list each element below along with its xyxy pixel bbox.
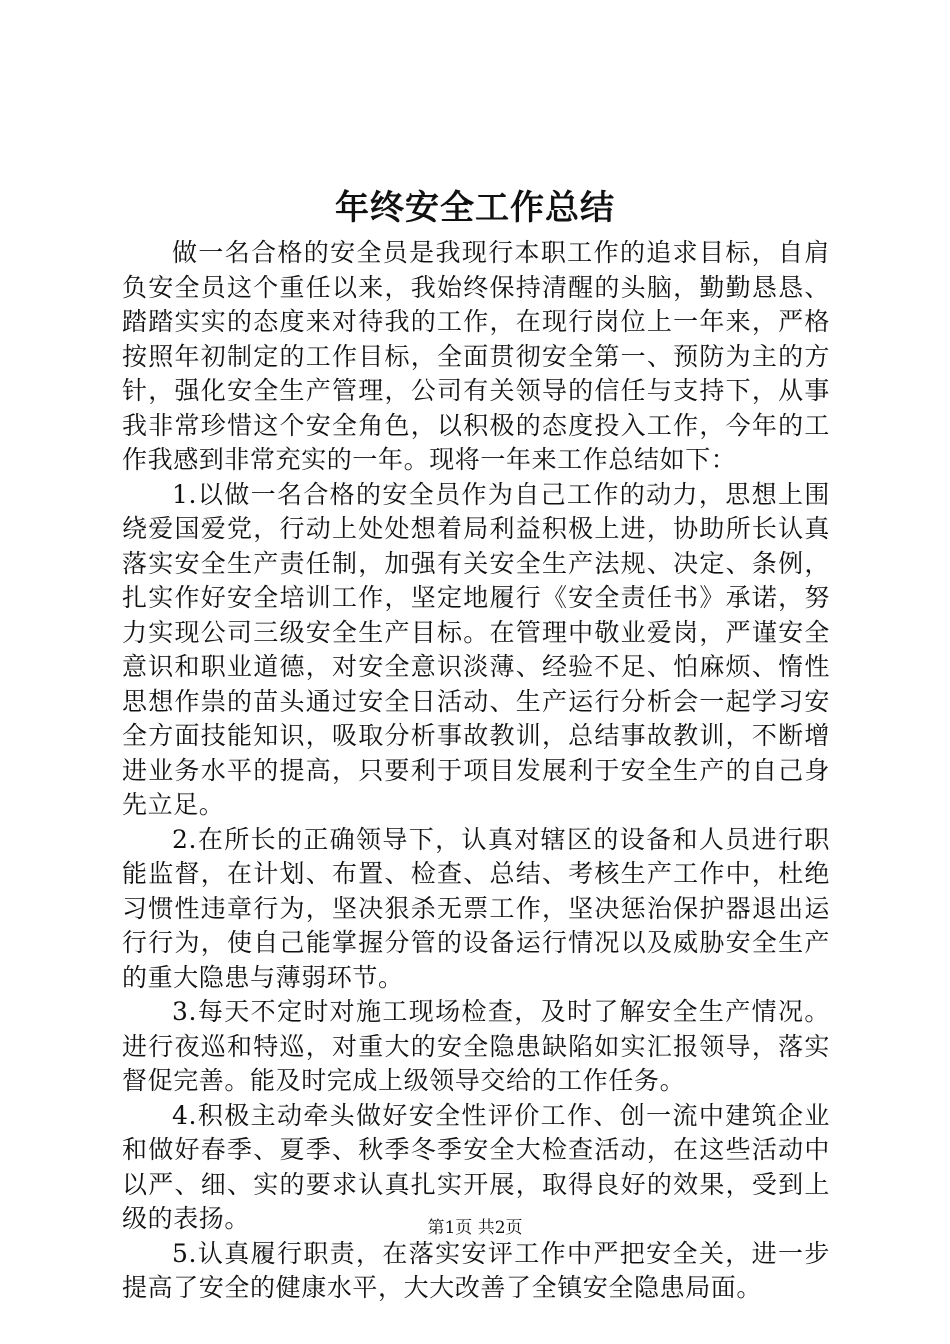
paragraph-item-2: 2.在所长的正确领导下，认真对辖区的设备和人员进行职能监督，在计划、布置、检查、总结、考核生产工作中，杜绝习惯性违章行为，坚决狠杀无票工作，坚决惩治保护器退出运行行为，使自己能掌握分管的设备运行情况以及威胁安全生产的重大隐患与薄弱环节。 [122, 824, 830, 992]
paragraph-item-5: 5.认真履行职责，在落实安评工作中严把安全关，进一步提高了安全的健康水平，大大改善了全镇安全隐患局面。 [122, 1238, 830, 1302]
paragraph-intro: 做一名合格的安全员是我现行本职工作的追求目标，自肩负安全员这个重任以来，我始终保持清醒的头脑，勤勤恳恳、踏踏实实的态度来对待我的工作，在现行岗位上一年来，严格按照年初制定的工作目标，全面贯彻安全第一、预防为主的方针，强化安全生产管理，公司有关领导的信任与支持下，从事我非常珍惜这个安全角色，以积极的态度投入工作，今年的工作我感到非常充实的一年。现将一年来工作总结如下： [122, 238, 830, 474]
paragraph-item-4: 4.积极主动牵头做好安全性评价工作、创一流中建筑企业和做好春季、夏季、秋季冬季安全大检查活动，在这些活动中以严、细、实的要求认真扎实开展，取得良好的效果，受到上级的表扬。 [122, 1100, 830, 1233]
page-number-footer: 第1页 共2页 [427, 1218, 523, 1238]
document-title: 年终安全工作总结 [335, 188, 615, 228]
paragraph-item-1: 1.以做一名合格的安全员作为自己工作的动力，思想上围绕爱国爱党，行动上处处想着局利益积极上进，协助所长认真落实安全生产责任制，加强有关安全生产法规、决定、条例，扎实作好安全培训工作，坚定地履行《安全责任书》承诺，努力实现公司三级安全生产目标。在管理中敬业爱岗，严谨安全意识和职业道德，对安全意识淡薄、经验不足、怕麻烦、惰性思想作祟的苗头通过安全日活动、生产运行分析会一起学习安全方面技能知识，吸取分析事故教训，总结事故教训，不断增进业务水平的提高，只要利于项目发展利于安全生产的自己身先立足。 [122, 479, 830, 819]
document-body [122, 236, 830, 1306]
paragraph-item-3: 3.每天不定时对施工现场检查，及时了解安全生产情况。进行夜巡和特巡，对重大的安全隐患缺陷如实汇报领导，落实督促完善。能及时完成上级领导交给的工作任务。 [122, 997, 830, 1095]
